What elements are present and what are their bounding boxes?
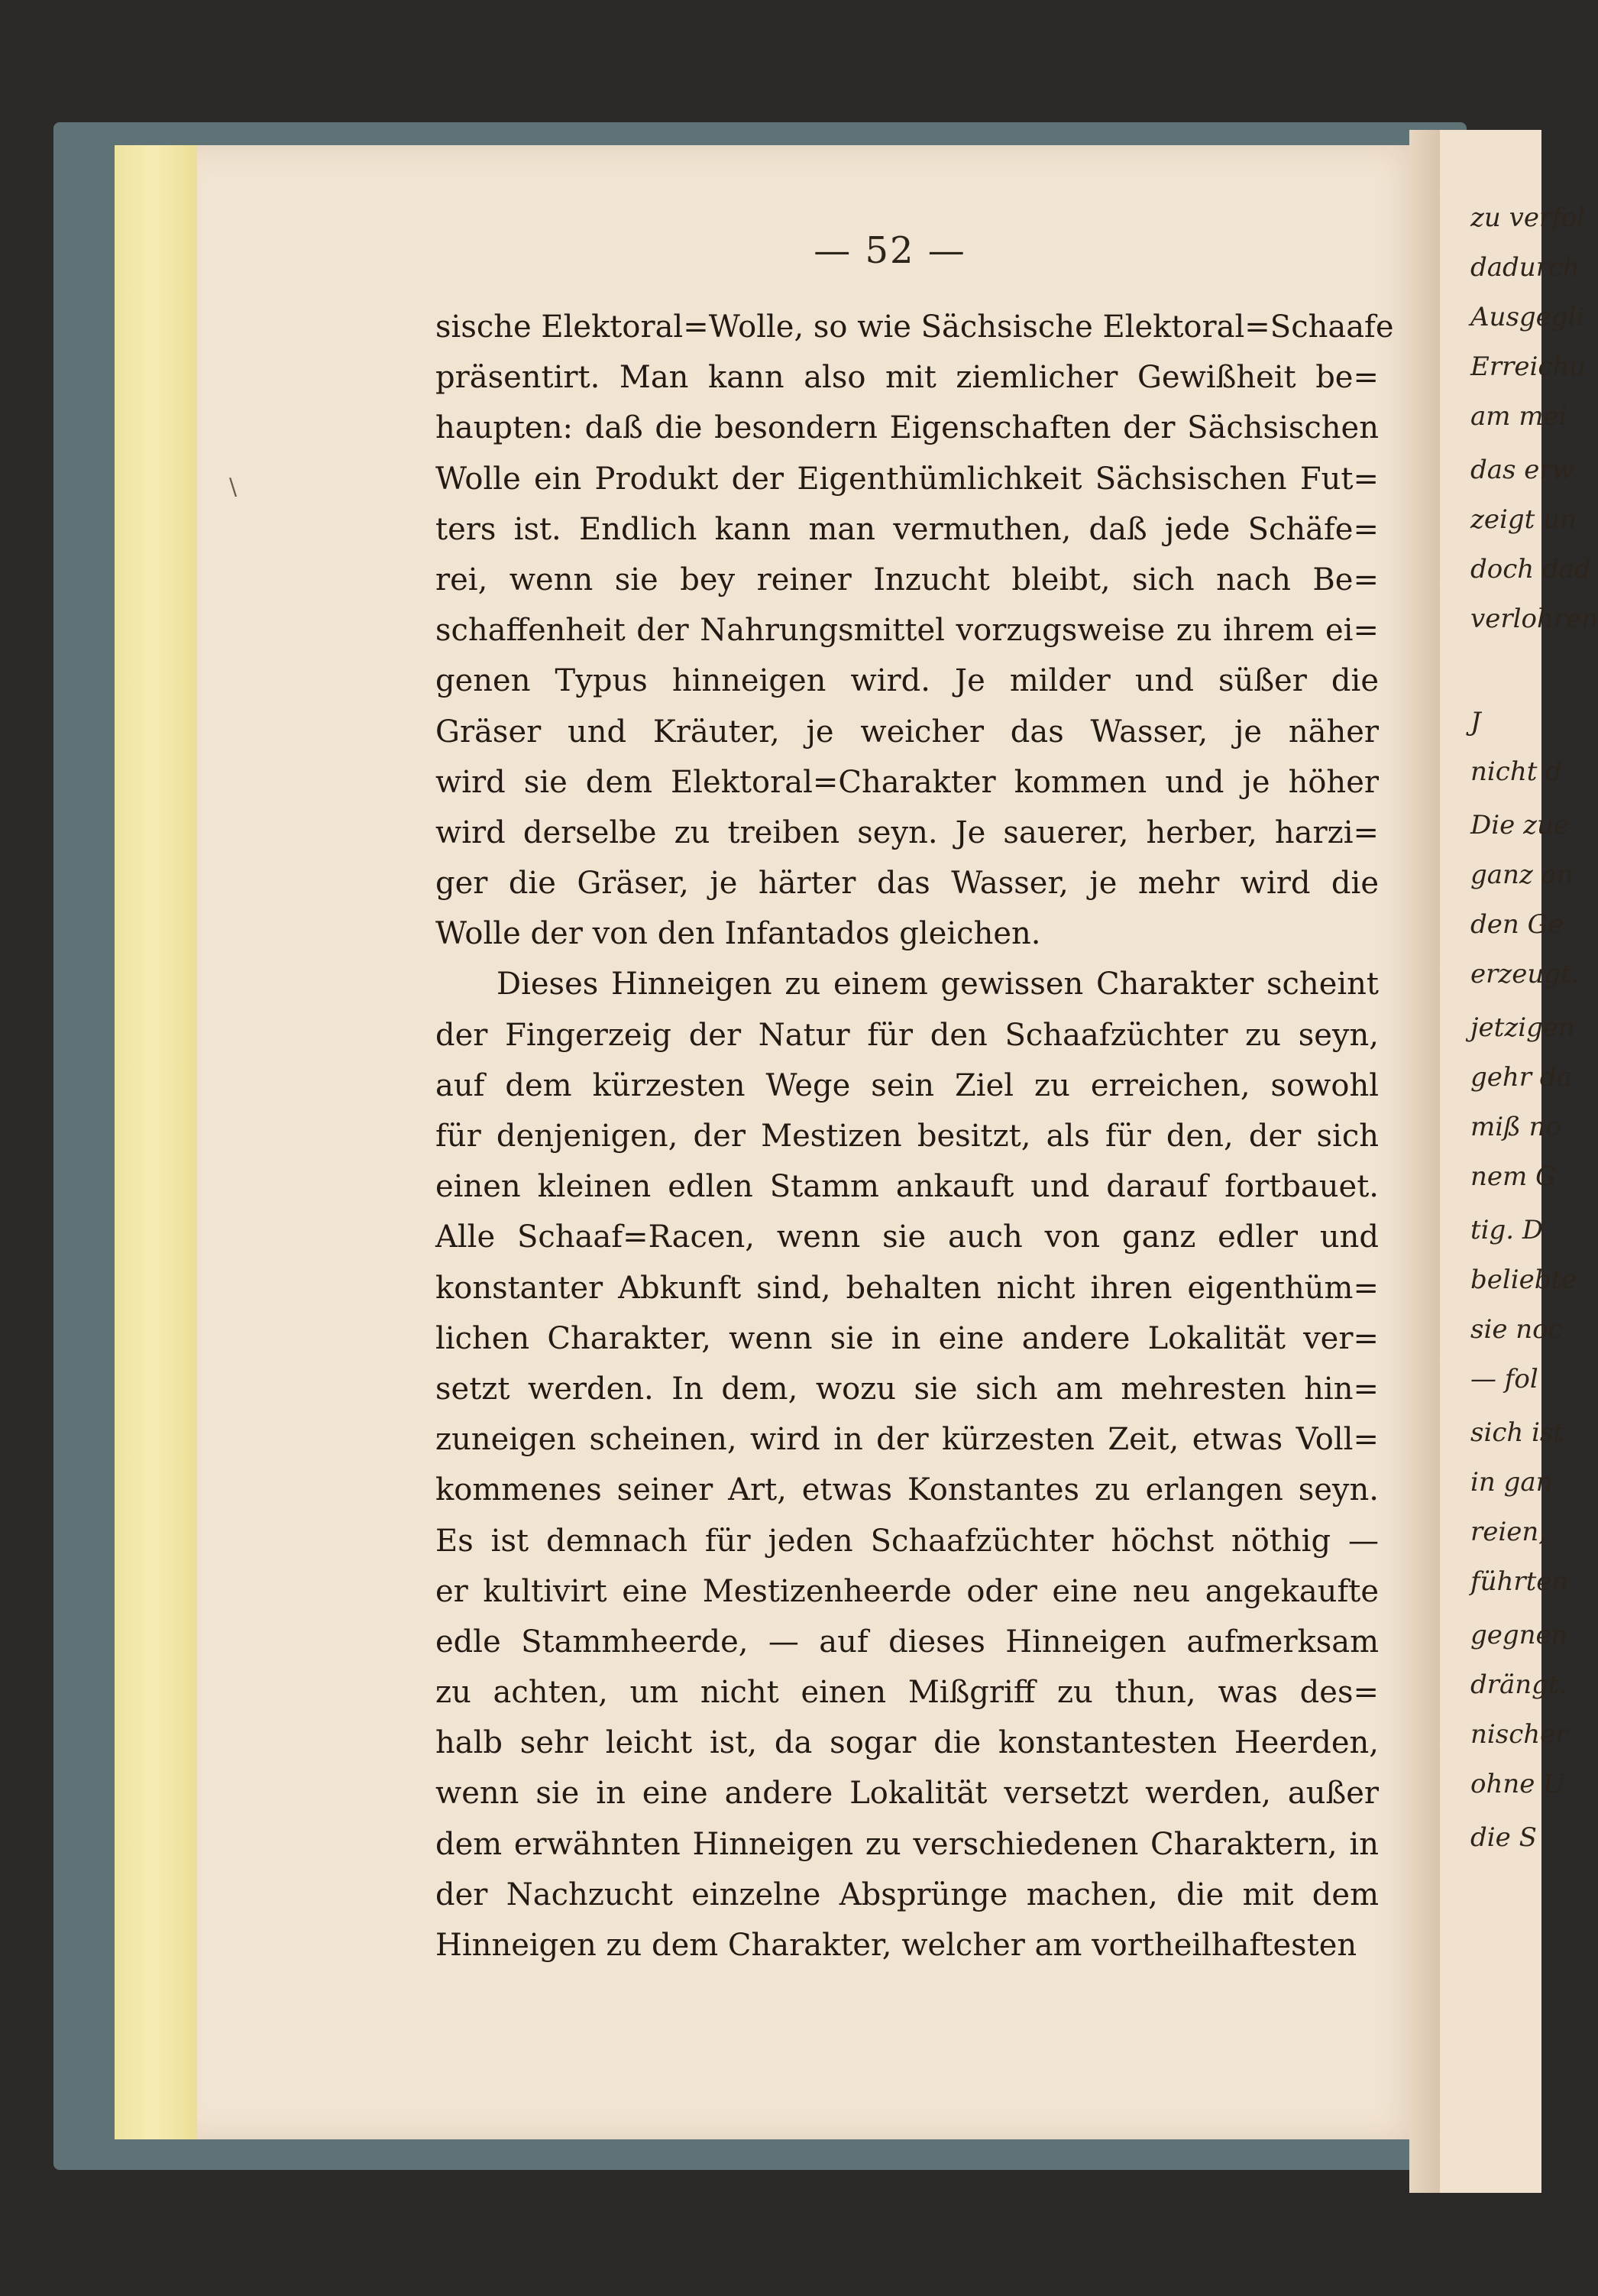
facing-page-fragment: den Ge — [1470, 909, 1564, 940]
text-line: zuneigen scheinen, wird in der kürzesten Zeit, etwas Voll= — [435, 1422, 1379, 1458]
text-line: haupten: daß die besondern Eigenschaften der Sächsischen — [435, 410, 1379, 446]
text-line: wenn sie in eine andere Lokalität versetzt werden, außer — [435, 1776, 1379, 1812]
text-line: dem erwähnten Hinneigen zu verschiedenen Charaktern, in — [435, 1826, 1379, 1862]
body-text — [435, 302, 1394, 1971]
facing-page-fragment: nischer — [1470, 1719, 1568, 1750]
facing-page-fragment: tig. D — [1470, 1215, 1544, 1245]
text-line: zu achten, um nicht einen Mißgriff zu thun, was des= — [435, 1675, 1379, 1711]
text-line: ger die Gräser, je härter das Wasser, je mehr wird die — [435, 866, 1379, 902]
facing-page-fragment: sie noc — [1470, 1314, 1563, 1345]
facing-page-fragment: ganz an — [1470, 860, 1574, 890]
facing-page-fragment: gegnen — [1470, 1620, 1568, 1650]
text-line: setzt werden. In dem, wozu sie sich am mehresten hin= — [435, 1371, 1379, 1407]
facing-page-fragment: beliebte — [1470, 1265, 1577, 1295]
facing-page-fragment: am mei — [1470, 401, 1567, 432]
text-line: edle Stammheerde, — auf dieses Hinneigen aufmerksam — [435, 1624, 1379, 1660]
facing-page-fragment: nem G — [1470, 1161, 1557, 1192]
facing-page-fragment: das erw — [1470, 455, 1574, 485]
facing-page-fragment: führten — [1470, 1566, 1569, 1597]
facing-page-fragment: dadurch — [1470, 252, 1580, 283]
facing-page-fragment: die S — [1470, 1822, 1537, 1853]
facing-page-fragment: zu verfol — [1470, 202, 1586, 233]
facing-page-fragment: — fol — [1470, 1364, 1538, 1394]
facing-page-fragment: Die zue — [1470, 810, 1569, 840]
text-line: rei, wenn sie bey reiner Inzucht bleibt, sich nach Be= — [435, 562, 1379, 597]
facing-page-fragment: nicht d — [1470, 756, 1562, 787]
margin-mark: \ — [229, 474, 238, 500]
text-line: lichen Charakter, wenn sie in eine andere Lokalität ver= — [435, 1320, 1379, 1356]
facing-page-fragment: gehr da — [1470, 1062, 1572, 1093]
facing-page — [1440, 130, 1598, 2193]
text-line: halb sehr leicht ist, da sogar die konstantesten Heerden, — [435, 1725, 1379, 1761]
text-line: kommenes seiner Art, etwas Konstantes zu erlangen seyn. — [435, 1472, 1379, 1508]
text-line: auf dem kürzesten Wege sein Ziel zu erreichen, sowohl — [435, 1067, 1379, 1103]
facing-page-fragment: J — [1470, 707, 1481, 737]
text-line: genen Typus hinneigen wird. Je milder und süßer die — [435, 663, 1379, 699]
facing-page-fragment: reien, — [1470, 1517, 1548, 1547]
text-line: der Fingerzeig der Natur für den Schaafzüchter zu seyn, — [435, 1017, 1379, 1053]
facing-page-fragment: erzeugt. — [1470, 959, 1580, 989]
text-line: sische Elektoral=Wolle, so wie Sächsische Elektoral=Schaafe — [435, 309, 1394, 345]
text-line: der Nachzucht einzelne Absprünge machen, die mit dem — [435, 1877, 1379, 1912]
text-line: Dieses Hinneigen zu einem gewissen Charakter scheint — [497, 967, 1379, 1002]
facing-page-fragment: drängt. — [1470, 1669, 1567, 1700]
facing-page-fragment: jetzigen — [1470, 1012, 1575, 1043]
facing-page-fragment: Erreichu — [1470, 351, 1587, 382]
text-line: wird derselbe zu treiben seyn. Je sauerer, herber, harzi= — [435, 814, 1379, 850]
text-line: konstanter Abkunft sind, behalten nicht ihren eigenthüm= — [435, 1270, 1379, 1306]
page-number: — 52 — — [814, 229, 966, 272]
text-line: Alle Schaaf=Racen, wenn sie auch von ganz edler und — [435, 1219, 1379, 1255]
text-line: schaffenheit der Nahrungsmittel vorzugsweise zu ihrem ei= — [435, 613, 1379, 649]
facing-page-fragment: doch dad — [1470, 554, 1591, 585]
facing-page-fragment: ohne U — [1470, 1769, 1565, 1799]
text-line: Hinneigen zu dem Charakter, welcher am vortheilhaftesten — [435, 1928, 1357, 1963]
text-line: er kultivirt eine Mestizenheerde oder eine neu angekaufte — [435, 1573, 1379, 1609]
text-line: wird sie dem Elektoral=Charakter kommen und je höher — [435, 764, 1379, 800]
text-line: Wolle der von den Infantados gleichen. — [435, 916, 1041, 952]
facing-page-fragment: in gan — [1470, 1467, 1553, 1498]
text-line: ters ist. Endlich kann man vermuthen, daß jede Schäfe= — [435, 511, 1379, 547]
text-line: Gräser und Kräuter, je weicher das Wasser, je näher — [435, 714, 1379, 750]
facing-page-fragment: zeigt un — [1470, 504, 1577, 535]
text-line: Wolle ein Produkt der Eigenthümlichkeit Sächsischen Fut= — [435, 461, 1379, 497]
text-line: für denjenigen, der Mestizen besitzt, als für den, der sich — [435, 1119, 1379, 1154]
facing-page-fragment: Ausgegli — [1470, 302, 1585, 332]
text-line: Es ist demnach für jeden Schaafzüchter höchst nöthig — — [435, 1523, 1379, 1559]
facing-page-fragment: miß no — [1470, 1112, 1561, 1142]
text-line: präsentirt. Man kann also mit ziemlicher Gewißheit be= — [435, 360, 1379, 396]
text-line: einen kleinen edlen Stamm ankauft und darauf fortbauet. — [435, 1169, 1379, 1205]
facing-page-fragment: sich ist — [1470, 1417, 1564, 1448]
facing-page-fragment: verlohren — [1470, 604, 1598, 634]
